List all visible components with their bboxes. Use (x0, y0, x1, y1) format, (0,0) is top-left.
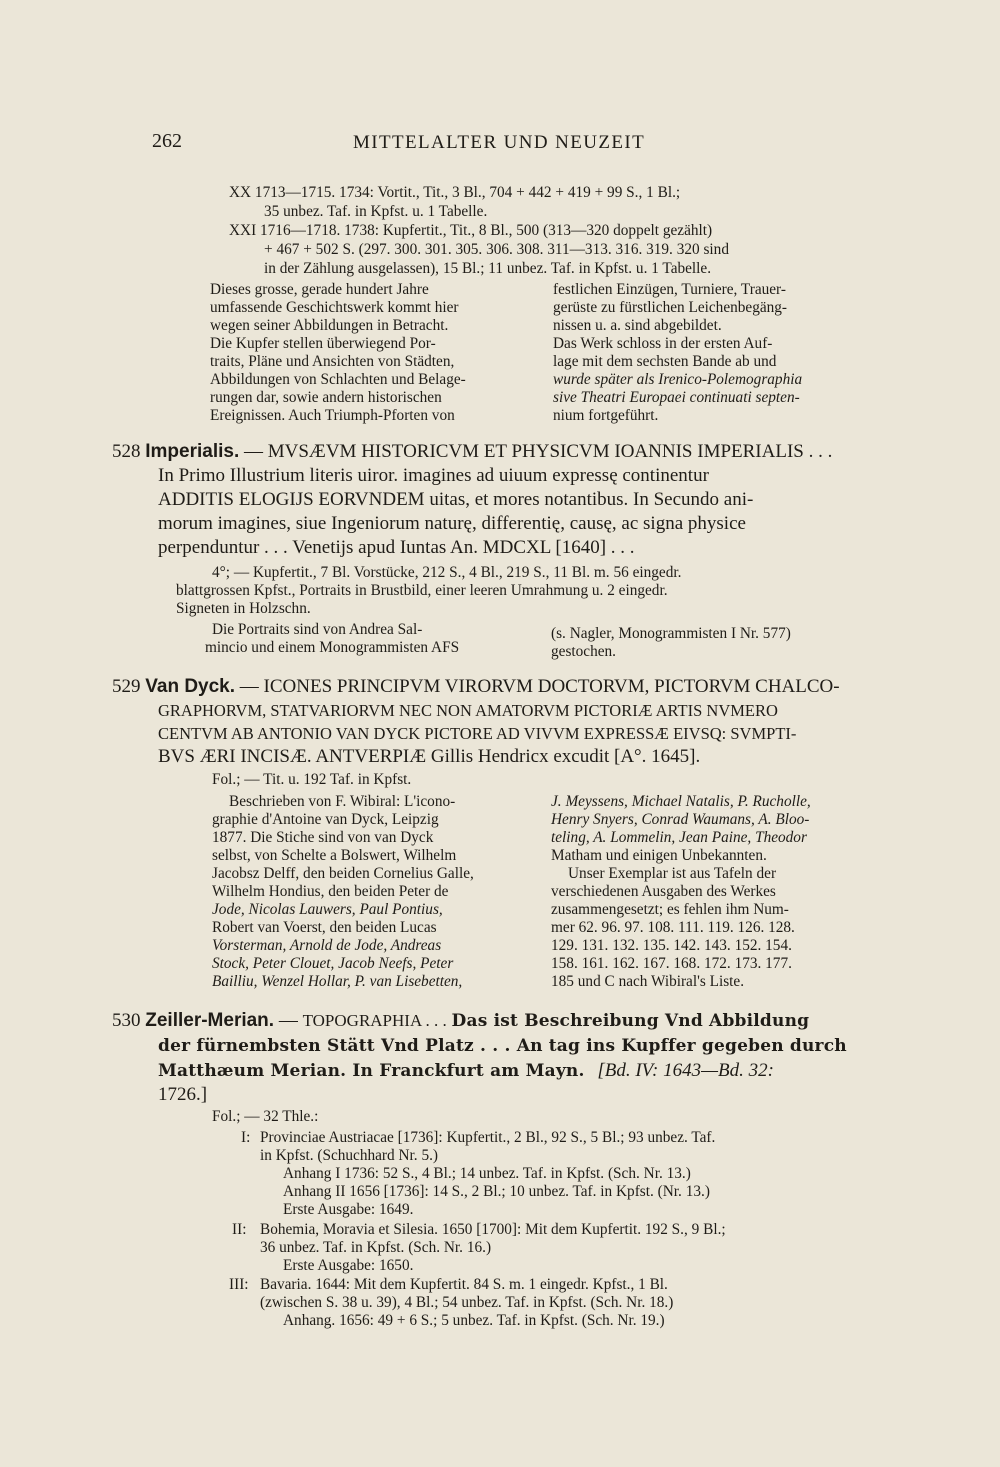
entry-title-fraktur: Das ist Beschreibung Vnd Abbildung (451, 1011, 810, 1031)
note-right-line: mer 62. 96. 97. 108. 111. 119. 126. 128. (551, 919, 795, 936)
note-left-line: mincio und einem Monogrammisten AFS (205, 639, 460, 656)
entry-530-heading (112, 1009, 809, 1033)
volume-label: III: (229, 1276, 249, 1293)
entry-number: 529 (112, 676, 141, 697)
note-right-line: Unser Exemplar ist aus Tafeln der (568, 865, 777, 882)
note-left-line: Stock, Peter Clouet, Jacob Neefs, Peter (212, 955, 454, 972)
note-left-line: Ereignissen. Auch Triumph-Pforten von (210, 407, 455, 424)
note-right-line: festlichen Einzügen, Turniere, Trauer- (553, 281, 786, 298)
entry-title: TOPOGRAPHIA . . . (302, 1011, 447, 1030)
note-right-line: J. Meyssens, Michael Natalis, P. Rucholle, (551, 793, 811, 810)
note-right-line: nium fortgeführt. (553, 407, 659, 424)
entry-title: MVSÆVM HISTORICVM ET PHYSICVM IOANNIS IMPERIALIS . . . (267, 441, 833, 462)
volume-line: in Kpfst. (Schuchhard Nr. 5.) (260, 1147, 439, 1164)
note-left-line: 1877. Die Stiche sind von van Dyck (212, 829, 434, 846)
note-right-line: nissen u. a. sind abgebildet. (553, 317, 722, 334)
entry-title-line: BVS ÆRI INCISÆ. ANTVERPIÆ Gillis Hendricx excudit [A°. 1645]. (158, 746, 701, 767)
collation-line: 4°; — Kupfertit., 7 Bl. Vorstücke, 212 S., 4 Bl., 219 S., 11 Bl. m. 56 eingedr. (212, 564, 682, 581)
note-left-line: Robert van Voerst, den beiden Lucas (212, 919, 437, 936)
entry-title-line: der fürnembsten Stätt Vnd Platz . . . An tag ins Kupffer gegeben durch (158, 1036, 847, 1056)
note-right-line: sive Theatri Europaei continuati septen- (553, 389, 800, 406)
volume-line: Anhang. 1656: 49 + 6 S.; 5 unbez. Taf. in Kpfst. (Sch. Nr. 19.) (283, 1312, 665, 1329)
note-right-line: 185 und C nach Wibiral's Liste. (551, 973, 745, 990)
entry-dash: — (239, 676, 259, 697)
entry-title-line: GRAPHORVM, STATVARIORVM NEC NON AMATORVM PICTORIÆ ARTIS NVMERO (158, 701, 778, 720)
entry-author: Zeiller-Merian. (145, 1010, 275, 1031)
collation-line: Signeten in Holzschn. (176, 600, 311, 617)
note-right-line: zusammengesetzt; es fehlen ihm Num- (551, 901, 789, 918)
note-right-line: verschiedenen Ausgaben des Werkes (551, 883, 776, 900)
volume-line: (zwischen S. 38 u. 39), 4 Bl.; 54 unbez. Taf. in Kpfst. (Sch. Nr. 18.) (260, 1294, 674, 1311)
entry-title-line: CENTVM AB ANTONIO VAN DYCK PICTORE AD VIVVM EXPRESSÆ EIVSQ: SVMPTI- (158, 724, 797, 743)
entry-title-line: 1726.] (158, 1084, 208, 1105)
page-number: 262 (152, 130, 182, 152)
entry-title-line: Matthæum Merian. In Franckfurt am Mayn. [Bd. IV: 1643—Bd. 32: (158, 1060, 774, 1081)
note-right-line: 158. 161. 162. 167. 168. 172. 173. 177. (551, 955, 792, 972)
text-line: in der Zählung ausgelassen), 15 Bl.; 11 unbez. Taf. in Kpfst. u. 1 Tabelle. (264, 260, 712, 277)
note-left-line: wegen seiner Abbildungen in Betracht. (210, 317, 449, 334)
note-right-line: teling, A. Lommelin, Jean Paine, Theodor (551, 829, 807, 846)
text-line: 35 unbez. Taf. in Kpfst. u. 1 Tabelle. (264, 203, 488, 220)
note-right-line: Matham und einigen Unbekannten. (551, 847, 767, 864)
entry-author: Imperialis. (145, 441, 240, 462)
note-right-line: wurde später als Irenico-Polemographia (553, 371, 803, 388)
volume-line: Erste Ausgabe: 1650. (283, 1257, 414, 1274)
note-left-line: Beschrieben von F. Wibiral: L'icono- (229, 793, 456, 810)
note-left-line: Die Portraits sind von Andrea Sal- (212, 621, 423, 638)
volume-line: Provinciae Austriacae [1736]: Kupfertit., 2 Bl., 92 S., 5 Bl.; 93 unbez. Taf. (260, 1129, 716, 1146)
note-right-line: lage mit dem sechsten Bande ab und (553, 353, 777, 370)
note-left-line: selbst, von Schelte a Bolswert, Wilhelm (212, 847, 457, 864)
volume-line: Bavaria. 1644: Mit dem Kupfertit. 84 S. m. 1 eingedr. Kpfst., 1 Bl. (260, 1276, 668, 1293)
entry-title-line: perpenduntur . . . Venetijs apud Iuntas An. MDCXL [1640] . . . (158, 537, 635, 558)
entry-title-line: In Primo Illustrium literis uiror. imagines ad uiuum expressę continentur (158, 465, 709, 486)
text-line: XXI 1716—1718. 1738: Kupfertit., Tit., 8 Bl., 500 (313—320 doppelt gezählt) (229, 222, 713, 239)
entry-author: Van Dyck. (145, 676, 236, 697)
volume-line: Bohemia, Moravia et Silesia. 1650 [1700]: Mit dem Kupfertit. 192 S., 9 Bl.; (260, 1221, 726, 1238)
note-right-line: Henry Snyers, Conrad Waumans, A. Bloo- (551, 811, 810, 828)
entry-529-heading (112, 675, 840, 699)
entry-title-line: morum imagines, siue Ingeniorum naturę, differentię, causę, ac signa physice (158, 513, 746, 534)
note-left-line: Wilhelm Hondius, den beiden Peter de (212, 883, 449, 900)
note-left-line: Abbildungen von Schlachten und Belage- (210, 371, 466, 388)
note-right-line: 129. 131. 132. 135. 142. 143. 152. 154. (551, 937, 792, 954)
note-left-line: umfassende Geschichtswerk kommt hier (210, 299, 459, 316)
entry-number: 530 (112, 1010, 141, 1031)
note-left-line: Jacobsz Delff, den beiden Cornelius Galle, (212, 865, 474, 882)
entry-dash: — (244, 441, 263, 462)
note-left-line: rungen dar, sowie andern historischen (210, 389, 442, 406)
entry-number: 528 (112, 441, 141, 462)
volume-line: Anhang II 1656 [1736]: 14 S., 2 Bl.; 10 unbez. Taf. in Kpfst. (Nr. 13.) (283, 1183, 710, 1200)
text-line: + 467 + 502 S. (297. 300. 301. 305. 306. 308. 311—313. 316. 319. 320 sind (264, 241, 729, 258)
volume-label: II: (232, 1221, 247, 1238)
note-left-line: Die Kupfer stellen überwiegend Por- (210, 335, 436, 352)
entry-528-heading (112, 440, 832, 464)
note-right-line: (s. Nagler, Monogrammisten I Nr. 577) (551, 625, 791, 642)
note-right-line: gestochen. (551, 643, 616, 660)
collation-line: Fol.; — 32 Thle.: (212, 1108, 319, 1125)
note-left-line: Dieses grosse, gerade hundert Jahre (210, 281, 429, 298)
volume-line: 36 unbez. Taf. in Kpfst. (Sch. Nr. 16.) (260, 1239, 492, 1256)
collation-line: Fol.; — Tit. u. 192 Taf. in Kpfst. (212, 771, 412, 788)
volume-line: Erste Ausgabe: 1649. (283, 1201, 414, 1218)
collation-line: blattgrossen Kpfst., Portraits in Brustbild, einer leeren Umrahmung u. 2 eingedr. (176, 582, 668, 599)
note-right-line: Das Werk schloss in der ersten Auf- (553, 335, 773, 352)
note-left-line: Jode, Nicolas Lauwers, Paul Pontius, (212, 901, 443, 918)
volume-label: I: (241, 1129, 251, 1146)
note-left-line: Vorsterman, Arnold de Jode, Andreas (212, 937, 442, 954)
note-right-line: gerüste zu fürstlichen Leichenbegäng- (553, 299, 788, 316)
entry-title-line: ADDITIS ELOGIJS EORVNDEM uitas, et mores notantibus. In Secundo ani- (158, 489, 754, 510)
volume-line: Anhang I 1736: 52 S., 4 Bl.; 14 unbez. Taf. in Kpfst. (Sch. Nr. 13.) (283, 1165, 691, 1182)
note-left-line: Bailliu, Wenzel Hollar, P. van Lisebetten, (212, 973, 463, 990)
note-left-line: graphie d'Antoine van Dyck, Leipzig (212, 811, 439, 828)
entry-title: ICONES PRINCIPVM VIRORVM DOCTORVM, PICTORVM CHALCO- (263, 676, 840, 697)
entry-dash: — (278, 1010, 298, 1031)
text-line: XX 1713—1715. 1734: Vortit., Tit., 3 Bl., 704 + 442 + 419 + 99 S., 1 Bl.; (229, 184, 681, 201)
note-left-line: traits, Pläne und Ansichten von Städten, (210, 353, 455, 370)
running-title: MITTELALTER UND NEUZEIT (353, 132, 646, 153)
